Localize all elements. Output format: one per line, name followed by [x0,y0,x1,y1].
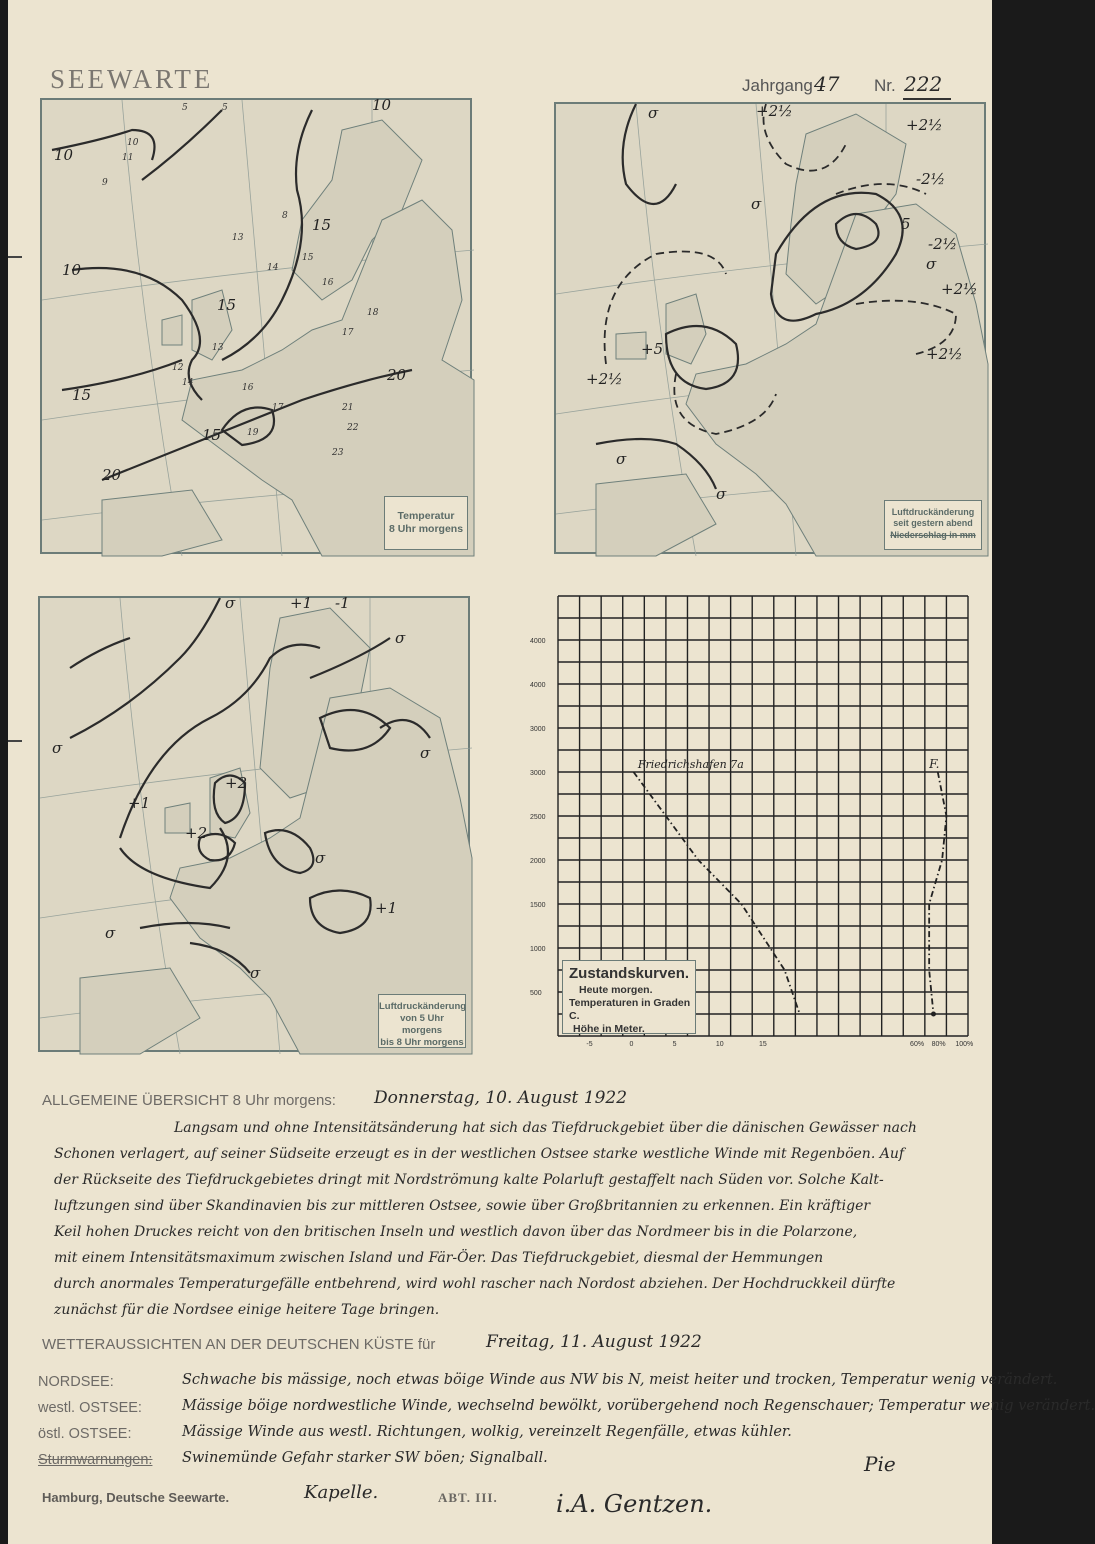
overnight-label: +1 [128,794,151,812]
temperature-legend [384,496,468,550]
station-value: 17 [342,328,354,338]
legend-line: Luftdruckänderung [891,507,975,517]
footer-origin: Hamburg, Deutsche Seewarte. [42,1490,230,1505]
number-underline [903,98,951,100]
station-value: 23 [332,448,344,458]
station-value: 14 [182,378,194,388]
pressure-label: σ [751,195,762,213]
y-tick-label: 2000 [530,858,546,865]
legend-line: von 5 Uhr morgens [400,1012,444,1036]
station-value: 9 [102,178,108,188]
pressure-label: σ [616,450,627,468]
isotherm-label: 20 [102,466,122,484]
isotherm-label: 15 [72,386,92,404]
isotherm-label: 20 [387,366,407,384]
station-value: 12 [172,363,184,373]
isotherm-label: 15 [202,426,222,444]
pressure-label: σ [648,104,659,122]
overview-date: Donnerstag, 10. August 1922 [374,1088,628,1108]
isotherm-label: 10 [62,261,82,279]
overnight-label: +2 [225,774,248,792]
forecast-label: Sturmwarnungen: [38,1452,153,1468]
overnight-label: σ [52,739,63,757]
temperature-map [40,98,472,554]
pressure-overnight-legend [378,994,466,1048]
volume-label: Jahrgang [742,76,813,95]
station-value: 13 [212,343,224,353]
legend-line: bis 8 Uhr morgens [380,1036,464,1048]
pressure-label: +2½ [756,102,793,120]
humidity-curve [929,772,946,1014]
initials: Pie [864,1452,896,1476]
x-tick-label: 60% [910,1041,925,1048]
overnight-map-svg [40,594,472,1054]
pressure-label: 5 [901,215,911,233]
overview-line: luftzungen sind über Skandinavien bis zur mittleren Ostsee, sowie über Großbritannien zu erkennen. Ein kräftiger [54,1198,871,1214]
state-curves-legend [562,960,696,1034]
number-label: Nr. [874,76,896,95]
number-value: 222 [904,72,943,96]
isotherm-label: 15 [312,216,332,234]
legend-line: Niederschlag in mm [890,529,976,540]
overview-line: durch anormales Temperaturgefälle entbehrend, wird wohl rascher nach Nordost abziehen. Der Hochdruckkeil dürfte [54,1276,896,1292]
forecast-date: Freitag, 11. August 1922 [486,1332,702,1352]
overnight-label: σ [225,594,236,612]
legend-line: seit gestern abend [893,518,973,529]
pressure-label: -2½ [928,235,958,253]
overview-line: der Rückseite des Tiefdruckgebietes dringt mit Nordströmung kalte Polarluft gestaffelt nach Süden vor. Solche Kalt- [54,1172,884,1188]
legend-line: Luftdruckänderung [379,1001,467,1012]
pressure-label: +2½ [941,280,978,298]
pressure-yesterday-legend [884,500,982,550]
station-value: 10 [127,138,139,148]
page-title: SEEWARTE [50,64,214,94]
overnight-label: σ [395,629,406,647]
legend-line: Temperaturen in Graden C. [569,996,691,1022]
station-value: 11 [122,153,134,163]
pressure-label: +2½ [906,116,943,134]
volume-value: 47 [814,72,840,96]
y-tick-label: 1500 [530,902,546,909]
overview-line: zunächst für die Nordsee einige heitere Tage bringen. [54,1302,440,1318]
y-tick-label: 500 [530,990,542,997]
isotherm-label: 10 [54,146,74,164]
station-value: 18 [367,308,379,318]
forecast-text: Schwache bis mässige, noch etwas böige Winde aus NW bis N, meist heiter und trocken, Temperatur wenig verändert. [182,1372,1058,1388]
overnight-label: -1 [335,594,350,612]
station-value: 13 [232,233,244,243]
y-tick-label: 1000 [530,946,546,953]
overnight-label: σ [105,924,116,942]
x-tick-label: 80% [931,1041,946,1048]
y-tick-label: 3000 [530,770,546,777]
forecast-label: NORDSEE: [38,1374,114,1390]
overnight-label: σ [250,964,261,982]
pressure-map-svg [556,104,988,556]
signature-kapelle: Kapelle. [304,1482,379,1503]
station-label: Friedrichshafen 7a [637,758,744,771]
forecast-text: Mässige Winde aus westl. Richtungen, wolkig, vereinzelt Regenfälle, etwas kühler. [182,1424,792,1440]
y-tick-label: 4000 [530,638,546,645]
forecast-label: westl. OSTSEE: [38,1400,142,1416]
x-tick-label: 10 [715,1041,724,1048]
station-value: 16 [242,383,254,393]
x-tick-label: 15 [759,1041,767,1048]
x-tick-label: 0 [629,1041,634,1048]
pressure-label: σ [716,485,727,503]
x-tick-label: 5 [672,1041,677,1048]
overnight-label: σ [315,849,326,867]
pressure-label: σ [926,255,937,273]
station-value: 5 [222,103,228,113]
overview-line: mit einem Intensitätsmaximum zwischen Island und Fär-Öer. Das Tiefdruckgebiet, diesmal der Hemmungen [54,1250,824,1266]
legend-line: Temperatur [397,510,455,522]
forecast-text: Swinemünde Gefahr starker SW böen; Signalball. [182,1450,548,1466]
overview-line: Langsam und ohne Intensitätsänderung hat sich das Tiefdruckgebiet über die dänischen Gewässer nach [174,1120,917,1136]
station-mark: F. [929,757,940,771]
pressure-change-yesterday-map [554,102,986,554]
forecast-heading: WETTERAUSSICHTEN AN DER DEUTSCHEN KÜSTE für [42,1336,436,1353]
pressure-label: +5 [641,340,664,358]
forecast-label: östl. OSTSEE: [38,1426,132,1442]
isotherm-label: 10 [372,96,392,114]
overnight-label: +1 [290,594,313,612]
station-value: 5 [182,103,188,113]
x-tick-label: -5 [586,1041,593,1048]
pressure-label: -2½ [916,170,946,188]
pressure-change-overnight-map [38,596,470,1052]
y-tick-label: 3000 [530,726,546,733]
legend-line: Höhe in Meter. [573,1023,645,1036]
station-value: 8 [282,211,288,221]
overnight-label: σ [420,744,431,762]
humidity-point [931,1012,936,1017]
overnight-label: +1 [375,899,398,917]
overview-heading: ALLGEMEINE ÜBERSICHT 8 Uhr morgens: [42,1092,336,1109]
station-value: 15 [302,253,314,263]
isotherm-label: 15 [217,296,237,314]
overnight-label: +2 [185,824,208,842]
legend-line: Heute morgen. [579,983,653,996]
station-value: 19 [247,428,259,438]
y-tick-label: 4000 [530,682,546,689]
weather-report-page [8,0,1095,1544]
forecast-text: Mässige böige nordwestliche Winde, wechselnd bewölkt, vorübergehend noch Regenschauer; Temperatur wenig verändert. [182,1398,1095,1414]
station-value: 17 [272,403,284,413]
department: ABT. III. [438,1490,498,1505]
margin-tick [8,740,22,742]
y-tick-label: 2500 [530,814,546,821]
x-tick-label: 100% [955,1041,974,1048]
signature-gentzen: i.A. Gentzen. [556,1490,713,1518]
legend-line: 8 Uhr morgens [388,523,464,536]
margin-tick [8,256,22,258]
station-value: 14 [267,263,279,273]
pressure-label: +2½ [586,370,623,388]
state-curves-chart [530,596,974,1048]
pressure-label: +2½ [926,345,963,363]
station-value: 21 [342,403,354,413]
temperature-map-svg [42,96,474,556]
legend-title: Zustandskurven. [569,965,690,982]
overview-line: Schonen verlagert, auf seiner Südseite erzeugt es in der westlichen Ostsee starke westliche Winde mit Regenböen. Auf [54,1146,905,1162]
station-value: 16 [322,278,334,288]
station-value: 22 [347,423,359,433]
overview-line: Keil hohen Druckes reicht von den britischen Inseln und westlich davon über das Nordmeer bis in die Polarzone, [54,1224,858,1240]
